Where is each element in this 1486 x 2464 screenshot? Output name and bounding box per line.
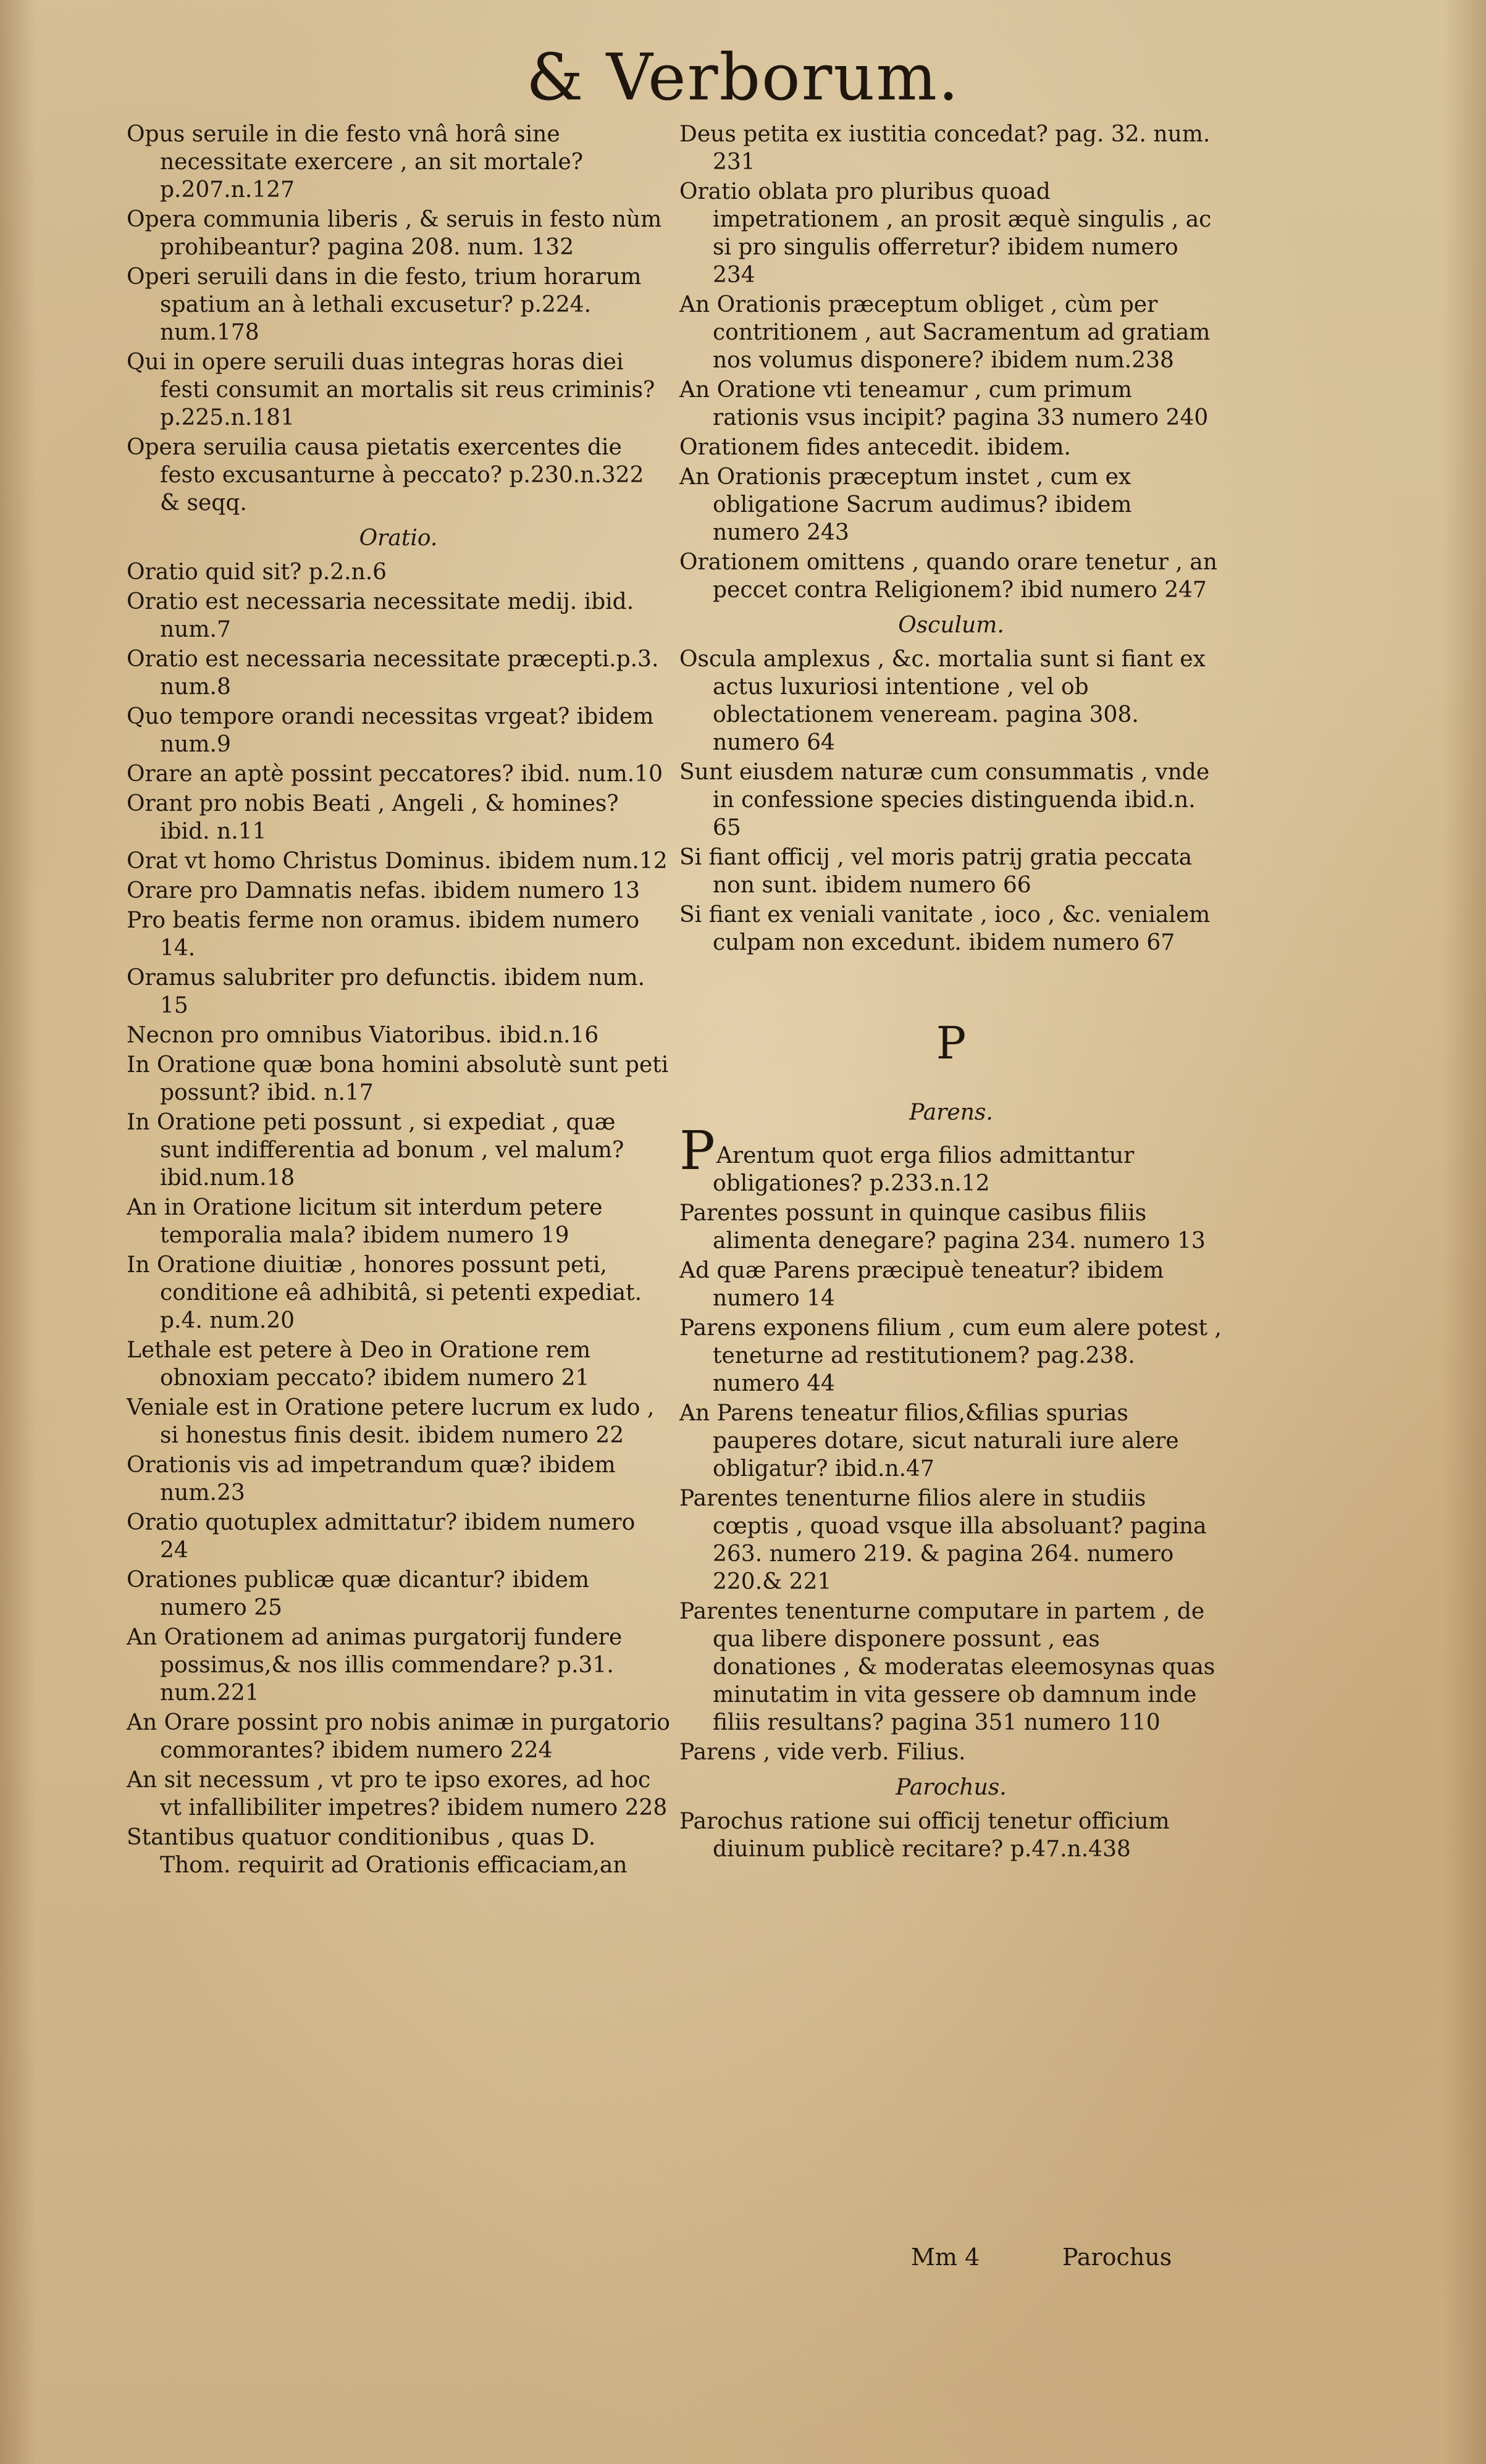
page-edge-shadow-left [0, 0, 37, 2464]
index-entry: Ad quæ Parens præcipuè teneatur? ibidem numero 14 [679, 1258, 1164, 1311]
index-entry: An Oratione vti teneamur , cum primum rationis vsus incipit? pagina 33 numero 240 [679, 377, 1209, 430]
index-entry: In Oratione diuitiæ , honores possunt peti, conditione eâ adhibitâ, si petenti expediat. p.4. num.20 [127, 1252, 642, 1333]
index-entry: In Oratione quæ bona homini absolutè sunt peti possunt? ibid. n.17 [127, 1052, 669, 1105]
entries-parens-group [679, 1199, 1223, 1766]
signature-mark: Mm 4 [911, 2244, 980, 2271]
index-entry: An Orationem ad animas purgatorij fundere possimus,& nos illis commendare? p.31. num.221 [127, 1625, 623, 1706]
index-entry: Orant pro nobis Beati , Angeli , & homines? ibid. n.11 [127, 791, 619, 844]
index-entry: Parentes tenenturne filios alere in studiis cœptis , quoad vsque illa absoluant? pagina 263. numero 219. & pagina 264. numero 220.& 221 [679, 1486, 1207, 1594]
index-entry: An in Oratione licitum sit interdum petere temporalia mala? ibidem numero 19 [127, 1195, 603, 1248]
index-entry-parens-first [679, 1120, 1223, 1197]
catchword: Parochus [1062, 2244, 1172, 2271]
index-entry: Orationes publicæ quæ dicantur? ibidem numero 25 [127, 1567, 590, 1620]
index-entry: Lethale est petere à Deo in Oratione rem obnoxiam peccato? ibidem numero 21 [127, 1338, 591, 1391]
index-entry: Parentes tenenturne computare in partem , de qua libere disponere possunt , eas donationes , & moderatas eleemosynas quas minutatim in vita gessere ob damnum inde filiis resultans? pagina 351 numero 110 [679, 1599, 1215, 1735]
index-entry: Necnon pro omnibus Viatoribus. ibid.n.16 [127, 1023, 599, 1048]
index-entry: Si fiant officij , vel moris patrij gratia peccata non sunt. ibidem numero 66 [679, 845, 1193, 898]
index-entry: Operi seruili dans in die festo, trium horarum spatium an à lethali excusetur? p.224. num.178 [127, 264, 642, 345]
index-entry: Orare pro Damnatis nefas. ibidem numero 13 [127, 878, 640, 903]
left-column [127, 120, 670, 1881]
index-entry: An sit necessum , vt pro te ipso exores, ad hoc vt infallibiliter impetres? ibidem numero 228 [127, 1767, 668, 1821]
index-entry: Orationis vis ad impetrandum quæ? ibidem num.23 [127, 1452, 616, 1506]
index-entry: Orat vt homo Christus Dominus. ibidem num.12 [127, 849, 668, 874]
alphabet-letter-heading: P [936, 1017, 967, 1069]
index-entry: Parens , vide verb. Filius. [679, 1740, 966, 1765]
entries-osculum-group [679, 645, 1223, 957]
page-edge-shadow-right [1443, 0, 1486, 2464]
index-entry: In Oratione peti possunt , si expediat , quæ sunt indifferentia ad bonum , vel malum? ibid.num.18 [127, 1110, 624, 1191]
index-entry: Oratio est necessaria necessitate præcepti.p.3. num.8 [127, 647, 659, 700]
index-entry: Parens exponens filium , cum eum alere potest , teneturne ad restitutionem? pag.238. numero 44 [679, 1315, 1222, 1396]
index-entry: Quo tempore orandi necessitas vrgeat? ibidem num.9 [127, 704, 654, 757]
index-entry: Oramus salubriter pro defunctis. ibidem num. 15 [127, 965, 645, 1018]
index-entry: Qui in opere seruili duas integras horas diei festi consumit an mortalis sit reus criminis? p.225.n.181 [127, 350, 655, 430]
entries-oratio-group [127, 558, 670, 1879]
index-entry: Sunt eiusdem naturæ cum consummatis , vnde in confessione species distinguenda ibid.n. 65 [679, 760, 1210, 840]
index-entry: An Orationis præceptum obliget , cùm per contritionem , aut Sacramentum ad gratiam nos volumus disponere? ibidem num.238 [679, 292, 1211, 373]
index-entry: Orationem omittens , quando orare tenetur , an peccet contra Religionem? ibid numero 247 [679, 550, 1217, 603]
right-column [679, 120, 1223, 1865]
index-entry: Orationem fides antecedit. ibidem. [679, 435, 1071, 460]
section-heading-parochus: Parochus. [896, 1775, 1007, 1800]
entry-text: Arentum quot erga filios admittantur obligationes? p.233.n.12 [713, 1143, 1135, 1196]
section-heading-oratio: Oratio. [359, 526, 438, 551]
index-entry: Pro beatis ferme non oramus. ibidem numero 14. [127, 908, 640, 961]
drop-cap: P [679, 1120, 715, 1182]
section-heading-parens: Parens. [909, 1100, 993, 1125]
index-entry: An Parens teneatur filios,&filias spurias pauperes dotare, sicut naturali iure alere obligatur? ibid.n.47 [679, 1401, 1179, 1481]
index-entry: Opera communia liberis , & seruis in festo nùm prohibeantur? pagina 208. num. 132 [127, 207, 662, 260]
index-entry: Parochus ratione sui officij tenetur officium diuinum publicè recitare? p.47.n.438 [679, 1809, 1170, 1862]
index-entry: Stantibus quatuor conditionibus , quas D. Thom. requirit ad Orationis efficaciam,an [127, 1825, 628, 1878]
index-entry: Opera seruilia causa pietatis exercentes die festo excusanturne à peccato? p.230.n.322 & seqq. [127, 435, 644, 516]
running-header: & Verborum. [526, 40, 960, 115]
index-entry: An Orationis præceptum instet , cum ex obligatione Sacrum audimus? ibidem numero 243 [679, 464, 1132, 545]
index-entry: Oscula amplexus , &c. mortalia sunt si fiant ex actus luxuriosi intentione , vel ob oblectationem veneream. pagina 308. numero 64 [679, 647, 1206, 755]
index-entry: Oratio quotuplex admittatur? ibidem numero 24 [127, 1510, 636, 1563]
entries-oratio-continued [679, 120, 1223, 604]
entries-parochus-group [679, 1808, 1223, 1863]
index-entry: Oratio oblata pro pluribus quoad impetrationem , an prosit æquè singulis , ac si pro singulis offerretur? ibidem numero 234 [679, 179, 1212, 288]
index-entry: Oratio est necessaria necessitate medij. ibid. num.7 [127, 589, 634, 642]
index-entry: Si fiant ex veniali vanitate , ioco , &c. venialem culpam non excedunt. ibidem numero 67 [679, 902, 1211, 955]
index-entry: Oratio quid sit? p.2.n.6 [127, 559, 387, 585]
index-entry: Opus seruile in die festo vnâ horâ sine necessitate exercere , an sit mortale? p.207.n.127 [127, 122, 584, 203]
index-entry: An Orare possint pro nobis animæ in purgatorio commorantes? ibidem numero 224 [127, 1710, 670, 1763]
entries-opus-group [127, 120, 670, 517]
index-entry: Veniale est in Oratione petere lucrum ex ludo , si honestus finis desit. ibidem numero 22 [127, 1395, 655, 1448]
index-entry: Deus petita ex iustitia concedat? pag. 32. num. 231 [679, 122, 1211, 175]
index-entry: Parentes possunt in quinque casibus filiis alimenta denegare? pagina 234. numero 13 [679, 1201, 1206, 1254]
section-heading-osculum: Osculum. [898, 613, 1004, 638]
index-entry: Orare an aptè possint peccatores? ibid. num.10 [127, 761, 663, 787]
